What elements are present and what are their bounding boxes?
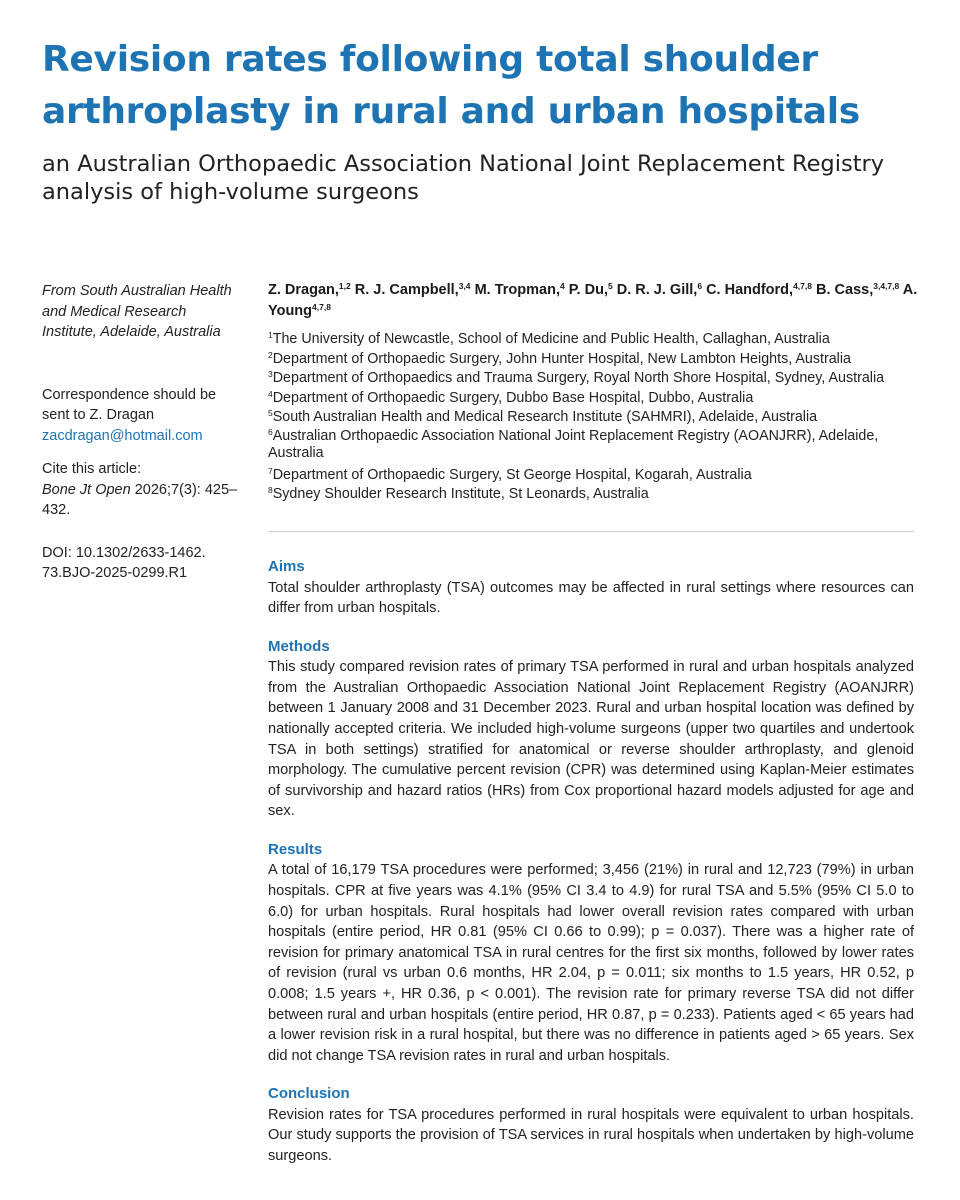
author: M. Tropman, [474, 282, 560, 298]
doi: DOI: 10.1302/2633-1462. 73.BJO-2025-0299.R1 [42, 544, 206, 581]
conclusion-text: Revision rates for TSA procedures performed in rural hospitals were equivalent to urban hospitals. Our study supports the provision of TSA services in rural hospitals when undertaken by high-volume surgeons. [268, 1106, 914, 1165]
affiliation-number: 2 [268, 349, 273, 360]
affiliation-text: Department of Orthopaedic Surgery, Dubbo Base Hospital, Dubbo, Australia [272, 389, 754, 406]
correspondence-note: Correspondence should be sent to Z. Dragan [42, 386, 217, 423]
affiliation-number: 5 [268, 408, 273, 418]
affiliation-number: 3 [268, 369, 273, 379]
author: R. J. Campbell, [354, 282, 459, 298]
citation [42, 480, 242, 521]
abstract [268, 557, 914, 1167]
affiliation-number: 4 [268, 388, 273, 399]
sidebar [42, 281, 242, 584]
author-affiliation-sup: 5 [607, 281, 613, 291]
methods-heading: Methods [268, 637, 330, 655]
author: P. Du, [568, 282, 608, 298]
affiliation [268, 485, 928, 505]
author: Z. Dragan, [268, 282, 339, 298]
citation-journal: Bone Jt Open [42, 481, 131, 498]
affiliation-number: 6 [268, 426, 273, 437]
institution-note: From South Australian Health and Medical Research Institute, Adelaide, Australia [42, 283, 232, 340]
affiliation [268, 350, 928, 370]
article-subtitle: an Australian Orthopaedic Association National Joint Replacement Registry analysis of high-volume surgeons [42, 151, 885, 205]
affiliation [268, 369, 928, 389]
author-affiliation-sup: 1,2 [338, 281, 351, 291]
author-affiliation-sup: 4 [559, 281, 565, 291]
affiliation [268, 389, 928, 409]
affiliation-text: South Australian Health and Medical Research Institute (SAHMRI), Adelaide, Australia [272, 409, 818, 425]
affiliation-text: Australian Orthopaedic Association National Joint Replacement Registry (AOANJRR), Adelaide, Australia [268, 427, 879, 461]
author-affiliation-sup: 3,4,7,8 [873, 281, 900, 291]
results-text: A total of 16,179 TSA procedures were performed; 3,456 (21%) in rural and 12,723 (79%) in urban hospitals. CPR at five years was 4.1% (95% CI 3.4 to 4.9) for rural TSA and 5.5% (95% CI 5.0 to 6.0) for urban hospitals. Rural hospitals had lower overall revision rates compared with urban hospitals (entire period, HR 0.81 (95% CI 0.66 to 0.99); p = 0.037). There was a higher rate of revision for primary anatomical TSA in rural centres for the first six months, followed by lower rates of revision (rural vs urban 0.6 months, HR 2.04, p = 0.011; six months to 1.5 years, HR 0.52, p 0.008; 1.5 years +, HR 0.36, p < 0.001). The revision rate for primary reverse TSA did not differ between rural and urban hospitals (entire period, HR 0.87, p = 0.233). Patients aged < 65 years had a lower revision risk in a rural hospital, but there was no difference in patients aged > 65 years. Sex did not change TSA revision rates in rural and urban hospitals. [268, 862, 914, 1064]
author-affiliation-sup: 6 [697, 281, 703, 291]
section-divider [268, 531, 914, 532]
affiliation-number: 1 [268, 330, 273, 340]
affiliation [268, 466, 928, 486]
affiliation-list [268, 330, 928, 505]
affiliation-text: Department of Orthopaedics and Trauma Surgery, Royal North Shore Hospital, Sydney, Australia [272, 370, 885, 386]
article-title: Revision rates following total shoulder arthroplasty in rural and urban hospitals [42, 39, 860, 132]
cite-label: Cite this article: [42, 461, 142, 477]
affiliation-text: The University of Newcastle, School of Medicine and Public Health, Callaghan, Australia [272, 331, 830, 347]
methods-text: This study compared revision rates of primary TSA performed in rural and urban hospitals analyzed from the Australian Orthopaedic Association National Joint Replacement Registry (AOANJRR) between 1 January 2008 and 31 December 2023. Rural and urban hospital location was defined by nationally accepted criteria. We included high-volume surgeons (upper two quartiles and undertook TSA in both settings) stratified for anatomical or reverse shoulder arthroplasty, and glenoid morphology. The cumulative percent revision (CPR) was determined using Kaplan-Meier estimates of survivorship and hazard ratios (HRs) from Cox proportional hazard models adjusted for age and sex. [268, 659, 914, 820]
affiliation-text: Department of Orthopaedic Surgery, John Hunter Hospital, New Lambton Heights, Australia [272, 350, 851, 367]
aims-heading: Aims [268, 558, 305, 575]
affiliation [268, 330, 928, 350]
correspondence-email-link[interactable]: zacdragan@hotmail.com [42, 427, 203, 444]
author-affiliation-sup: 4,7,8 [793, 281, 812, 291]
author: D. R. J. Gill, [616, 282, 698, 298]
citation-detail: 2026;7(3): 425–432. [42, 481, 238, 518]
affiliation-number: 8 [268, 485, 273, 495]
author: A. Young [268, 282, 918, 319]
results-heading: Results [268, 840, 323, 858]
author-affiliation-sup: 3,4 [458, 281, 471, 291]
author: B. Cass, [816, 282, 874, 298]
affiliation-number: 7 [268, 465, 273, 476]
aims-text: Total shoulder arthroplasty (TSA) outcomes may be affected in rural settings where resources can differ from urban hospitals. [268, 579, 914, 617]
author-list [268, 280, 928, 322]
author: C. Handford, [706, 282, 794, 298]
conclusion-heading: Conclusion [268, 1085, 350, 1103]
affiliation-text: Department of Orthopaedic Surgery, St George Hospital, Kogarah, Australia [272, 466, 752, 483]
author-affiliation-sup: 4,7,8 [312, 302, 331, 312]
affiliation [268, 408, 928, 428]
affiliation [268, 428, 908, 462]
affiliation-text: Sydney Shoulder Research Institute, St Leonards, Australia [272, 486, 649, 502]
